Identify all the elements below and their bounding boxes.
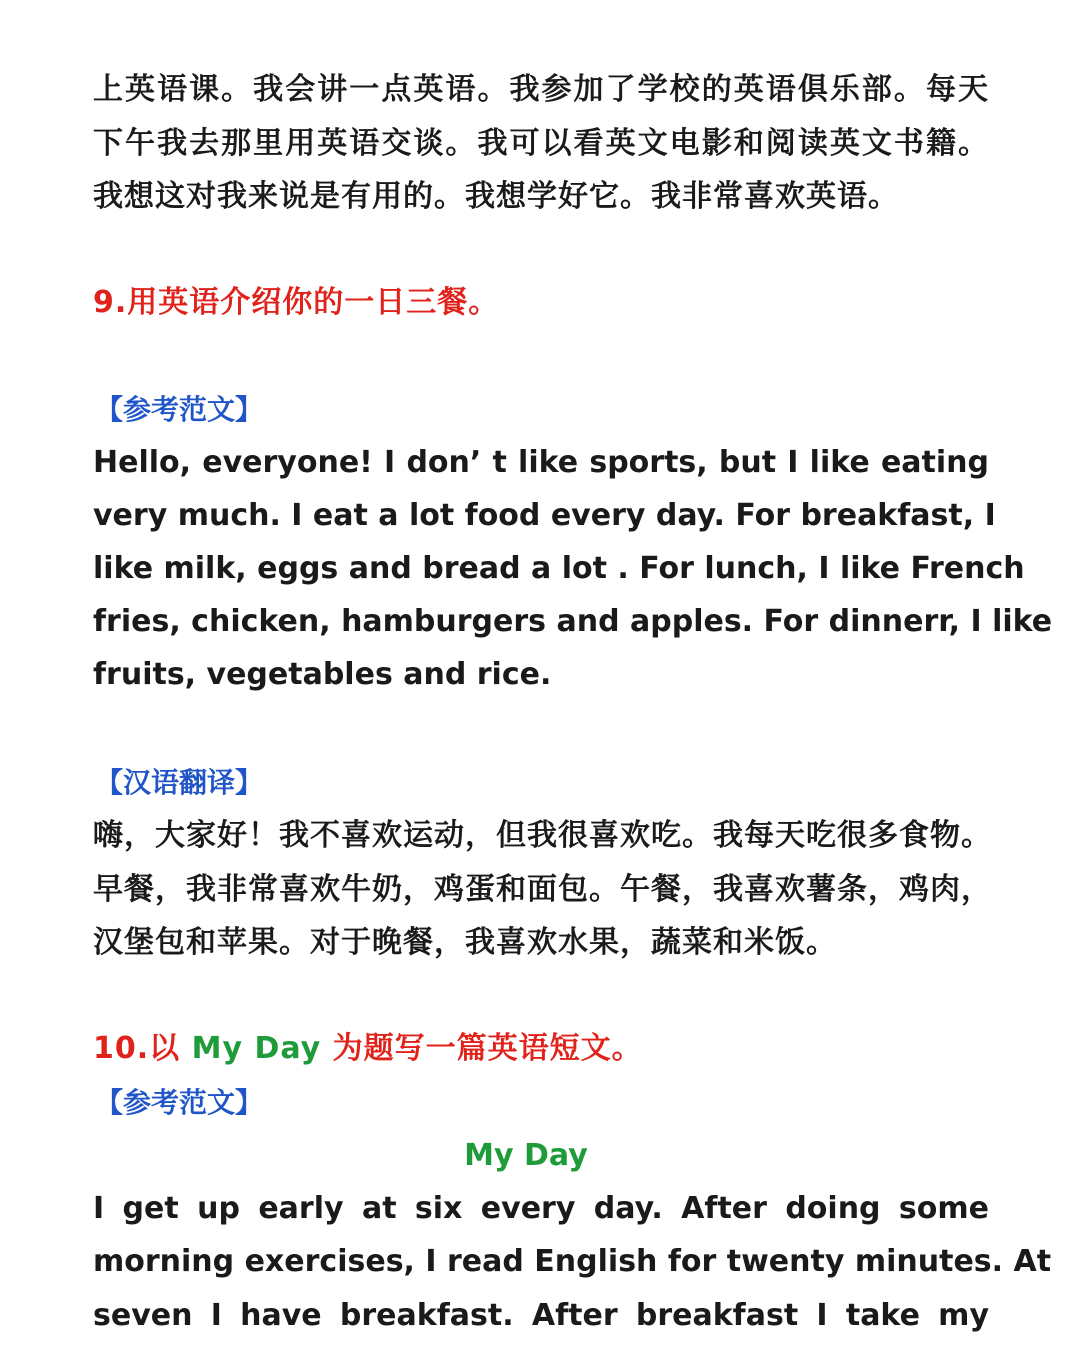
- section-9-heading: 9.用英语介绍你的一日三餐。: [93, 285, 500, 320]
- paragraph-line: 上英语课。我会讲一点英语。我参加了学校的英语俱乐部。每天: [93, 72, 989, 107]
- english-line: very much. I eat a lot food every day. For breakfast, I: [93, 498, 996, 533]
- heading-title: My Day: [191, 1031, 322, 1066]
- english-line: seven I have breakfast. After breakfast I take my: [93, 1298, 989, 1333]
- english-line: I get up early at six every day. After doing some: [93, 1191, 989, 1226]
- section-10-heading: [93, 1029, 989, 1069]
- chinese-line: 嗨，大家好！我不喜欢运动，但我很喜欢吃。我每天吃很多食物。: [93, 818, 992, 853]
- chinese-line: 汉堡包和苹果。对于晚餐，我喜欢水果，蔬菜和米饭。: [93, 925, 837, 960]
- heading-suffix: 为题写一篇英语短文。: [321, 1031, 643, 1066]
- sample-essay-label: 【参考范文】: [95, 393, 264, 426]
- english-line: Hello, everyone! I don’ t like sports, but I like eating: [93, 445, 989, 480]
- english-line: morning exercises, I read English for twenty minutes. At: [93, 1244, 1052, 1279]
- paragraph-line: 我想这对我来说是有用的。我想学好它。我非常喜欢英语。: [93, 179, 899, 214]
- paragraph-line: 下午我去那里用英语交谈。我可以看英文电影和阅读英文书籍。: [93, 126, 989, 161]
- heading-prefix: 10.以: [93, 1031, 192, 1066]
- translation-label: 【汉语翻译】: [95, 766, 264, 799]
- english-line: fruits, vegetables and rice.: [93, 657, 552, 692]
- chinese-line: 早餐，我非常喜欢牛奶，鸡蛋和面包。午餐，我喜欢薯条，鸡肉，: [93, 872, 992, 907]
- english-line: fries, chicken, hamburgers and apples. For dinnerr, I like: [93, 604, 1053, 639]
- essay-title: My Day: [464, 1138, 588, 1173]
- english-line: like milk, eggs and bread a lot . For lunch, I like French: [93, 551, 1025, 586]
- sample-essay-label: 【参考范文】: [95, 1086, 264, 1119]
